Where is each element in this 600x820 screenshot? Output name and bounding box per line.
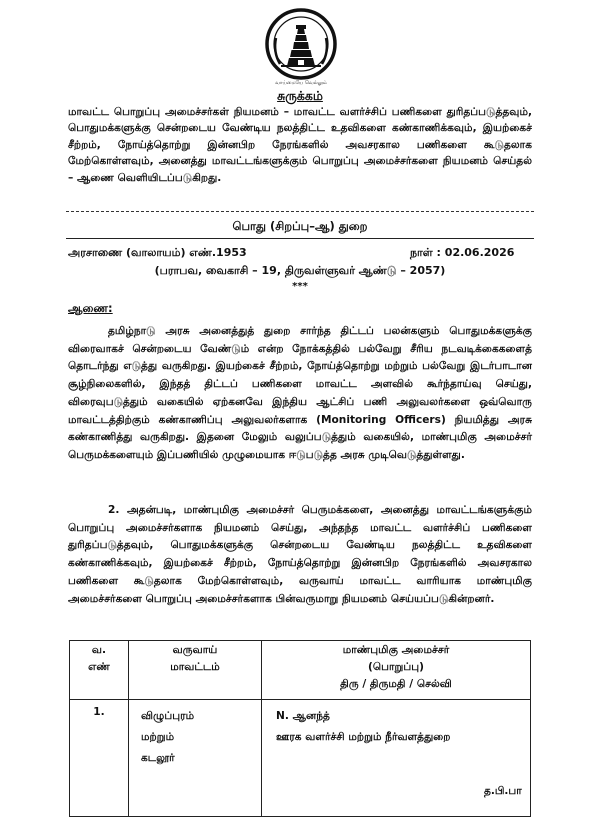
header-serial-number bbox=[70, 641, 129, 700]
svg-text:வாய்மையே வெல்லும்: வாய்மையே வெல்லும் bbox=[275, 80, 327, 86]
header-district bbox=[129, 641, 262, 700]
page-continuation-note: த.பி.பா bbox=[484, 785, 522, 797]
header-text: (பொறுப்பு) bbox=[368, 661, 424, 673]
header-text: எண் bbox=[88, 661, 110, 673]
solid-divider bbox=[66, 238, 534, 239]
tamil-calendar-date: (பராபவ, வைகாசி – 19, திருவள்ளுவர் ஆண்டு – 2057) bbox=[154, 264, 446, 277]
go-number: அரசாணை (வாலாயம்) எண்.1953 bbox=[68, 246, 247, 259]
minister-name: N. ஆனந்த் bbox=[276, 710, 330, 722]
abstract-paragraph: மாவட்ட பொறுப்பு அமைச்சர்கள் நியமனம் – மாவட்ட வளர்ச்சிப் பணிகளை துரிதப்படுத்தவும், பொதுமக்களுக்கு சென்றடைய வேண்டிய நலத்திட்ட உதவிகளை கண்காணிக்கவும், இயற்கைச் சீற்றம், நோய்த்தொற்று இன்னபிற நேரங்களில் அவசரகால பணிகளை கூடுதலாக மேற்கொள்ளவும், அனைத்து மாவட்டங்களுக்கும் பொறுப்பு அமைச்சர்களை நியமனம் செய்தல் – ஆணை வெளியிடப்படுகிறது. bbox=[68, 106, 532, 184]
dashed-divider bbox=[66, 211, 534, 212]
order-paragraph-1: தமிழ்நாடு அரசு அனைத்துத் துறை சார்ந்த திட்டப் பலன்களும் பொதுமக்களுக்கு விரைவாகச் சென்றடைய வேண்டும் என்ற நோக்கத்தில் பல்வேறு சீரிய நடவடிக்கைகளைத் தொடர்ந்து எடுத்து வருகிறது. இயற்கைச் சீற்றம், நோய்த்தொற்று மற்றும் பல்வேறு இடர்பாடான சூழ்நிலைகளில், இந்தத் திட்டப் பணிகளை மாவட்ட அளவில் கூர்ந்தாய்வு செய்து, விரைவுபடுத்தும் வகையில் ஏற்கனவே இந்திய ஆட்சிப் பணி அலுவலர்களை ஒவ்வொரு மாவட்டத்திற்கும் கண்காணிப்பு அலுவலர்களாக (Monitoring Officers) நியமித்து அரசு கண்காணித்து வருகிறது. இதனை மேலும் வலுப்படுத்தும் வகையில், மாண்புமிகு அமைச்சர் பெருமக்களையும் இப்பணியில் முழுமையாக ஈடுபடுத்த அரசு முடிவெடுத்துள்ளது. bbox=[68, 325, 532, 461]
district-text: விழுப்புரம் bbox=[141, 710, 195, 722]
tamil-nadu-emblem-icon bbox=[263, 8, 339, 86]
minister-cell bbox=[262, 700, 531, 817]
header-minister bbox=[262, 641, 531, 700]
document-title: சுருக்கம் bbox=[277, 88, 323, 103]
separator-stars: *** bbox=[292, 281, 308, 292]
serial-number-cell: 1. bbox=[70, 700, 129, 817]
district-text: மற்றும் bbox=[141, 731, 175, 743]
header-text: மாவட்டம் bbox=[170, 661, 220, 673]
abstract-text bbox=[68, 104, 532, 186]
header-text: வ. bbox=[91, 644, 107, 656]
order-heading: ஆணை: bbox=[68, 301, 113, 315]
minister-portfolio: ஊரக வளர்ச்சி மற்றும் நீர்வளத்துறை bbox=[276, 731, 451, 743]
go-date: நாள் : 02.06.2026 bbox=[410, 246, 515, 259]
department-name: பொது (சிறப்பு–ஆ) துறை bbox=[232, 219, 368, 233]
minister-assignment-table bbox=[69, 640, 531, 817]
district-cell bbox=[129, 700, 262, 817]
header-text: திரு / திருமதி / செல்வி bbox=[340, 678, 452, 690]
district-text: கடலூர் bbox=[141, 752, 175, 764]
order-paragraph-2: 2. அதன்படி, மாண்புமிகு அமைச்சர் பெருமக்களை, அனைத்து மாவட்டங்களுக்கும் பொறுப்பு அமைச்சர்களாக நியமனம் செய்து, அந்தந்த மாவட்ட வளர்ச்சிப் பணிகளை துரிதப்படுத்தவும், பொதுமக்களுக்கு சென்றடைய வேண்டிய நலத்திட்ட உதவிகளை கண்காணிக்கவும், இயற்கைச் சீற்றம், நோய்த்தொற்று இன்னபிற நேரங்களில் அவசரகால பணிகளை கூடுதலாக மேற்கொள்ளவும், வருவாய் மாவட்ட வாரியாக மாண்புமிகு அமைச்சர்களை பொறுப்பு அமைச்சர்களாக பின்வருமாறு நியமனம் செய்யப்படுகின்றனர். bbox=[68, 504, 532, 605]
table-header-row bbox=[70, 641, 531, 700]
header-text: மாண்புமிகு அமைச்சர் bbox=[342, 644, 450, 656]
header-text: வருவாய் bbox=[172, 644, 218, 656]
table-row bbox=[70, 700, 531, 817]
